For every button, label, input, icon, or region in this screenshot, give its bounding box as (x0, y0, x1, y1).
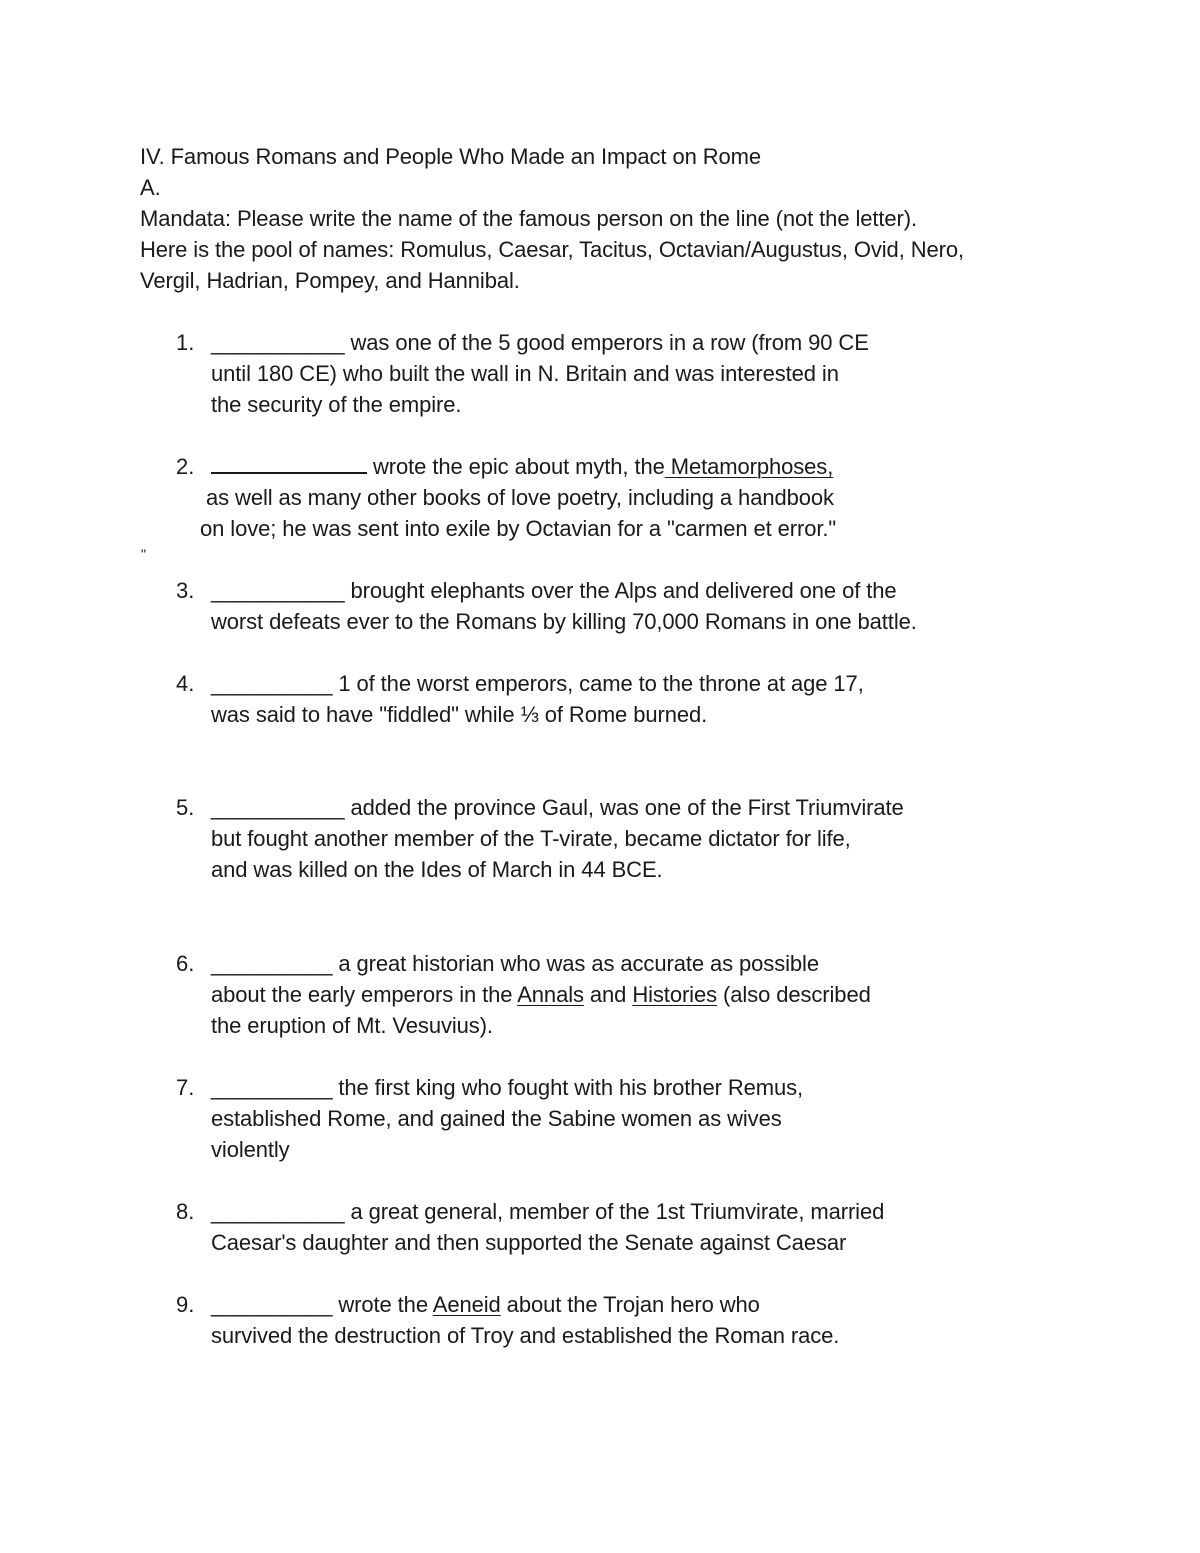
item-6-line-1: __________ a great historian who was as accurate as possible (211, 951, 819, 976)
item-3-line-2: worst defeats ever to the Romans by killing 70,000 Romans in one battle. (211, 609, 917, 634)
aeneid-title: Aeneid (432, 1292, 501, 1317)
item-1-line-2: until 180 CE) who built the wall in N. Britain and was interested in (211, 361, 839, 386)
item-5-line-3: and was killed on the Ides of March in 44 BCE. (211, 857, 663, 882)
section-letter: A. (140, 175, 161, 200)
item-number: 5. (176, 795, 195, 820)
item-6-line-2: about the early emperors in the Annals and Histories (also described (211, 982, 871, 1007)
item-1-line-3: the security of the empire. (211, 392, 462, 417)
item-2-line-2: as well as many other books of love poetry, including a handbook (206, 485, 834, 510)
item-7-line-3: violently (211, 1137, 290, 1162)
item-8-line-2: Caesar's daughter and then supported the Senate against Caesar (211, 1230, 847, 1255)
item-1-line-1: ___________ was one of the 5 good emperors in a row (from 90 CE (211, 330, 869, 355)
item-number: 6. (176, 951, 195, 976)
item-4-line-1: __________ 1 of the worst emperors, came to the throne at age 17, (211, 671, 864, 696)
item-7-line-1: __________ the first king who fought with his brother Remus, (211, 1075, 804, 1100)
instructions-line-1: Mandata: Please write the name of the famous person on the line (not the letter). (140, 206, 918, 231)
item-9-line-1: __________ wrote the Aeneid about the Trojan hero who (211, 1292, 760, 1317)
item-number: 8. (176, 1199, 195, 1224)
page-heading: IV. Famous Romans and People Who Made an Impact on Rome (140, 144, 762, 169)
item-6-line-3: the eruption of Mt. Vesuvius). (211, 1013, 493, 1038)
item-number: 3. (176, 578, 195, 603)
item-5-line-2: but fought another member of the T-virate, became dictator for life, (211, 826, 851, 851)
item-4-line-2: was said to have "fiddled" while ⅓ of Rome burned. (211, 702, 708, 727)
item-3-line-1: ___________ brought elephants over the Alps and delivered one of the (211, 578, 897, 603)
histories-title: Histories (632, 982, 718, 1007)
item-2-title: Metamorphoses, (664, 454, 834, 479)
item-5-line-1: ___________ added the province Gaul, was one of the First Triumvirate (211, 795, 904, 820)
item-number: 1. (176, 330, 195, 355)
item-number: 7. (176, 1075, 195, 1100)
item-7-line-2: established Rome, and gained the Sabine women as wives (211, 1106, 782, 1131)
stray-mark: " (141, 546, 146, 562)
item-2-line-1 (211, 451, 833, 482)
annals-title: Annals (517, 982, 584, 1007)
item-number: 4. (176, 671, 195, 696)
item-9-line-2: survived the destruction of Troy and established the Roman race. (211, 1323, 840, 1348)
instructions-line-2: Here is the pool of names: Romulus, Caesar, Tacitus, Octavian/Augustus, Ovid, Nero, (140, 237, 965, 262)
item-2-line-3: on love; he was sent into exile by Octavian for a "carmen et error." (200, 516, 837, 541)
item-8-line-1: ___________ a great general, member of the 1st Triumvirate, married (211, 1199, 885, 1224)
item-number: 9. (176, 1292, 195, 1317)
instructions-line-3: Vergil, Hadrian, Pompey, and Hannibal. (140, 268, 520, 293)
item-2-text: wrote the epic about myth, the (367, 454, 665, 479)
answer-blank (211, 452, 367, 474)
item-number: 2. (176, 454, 195, 479)
